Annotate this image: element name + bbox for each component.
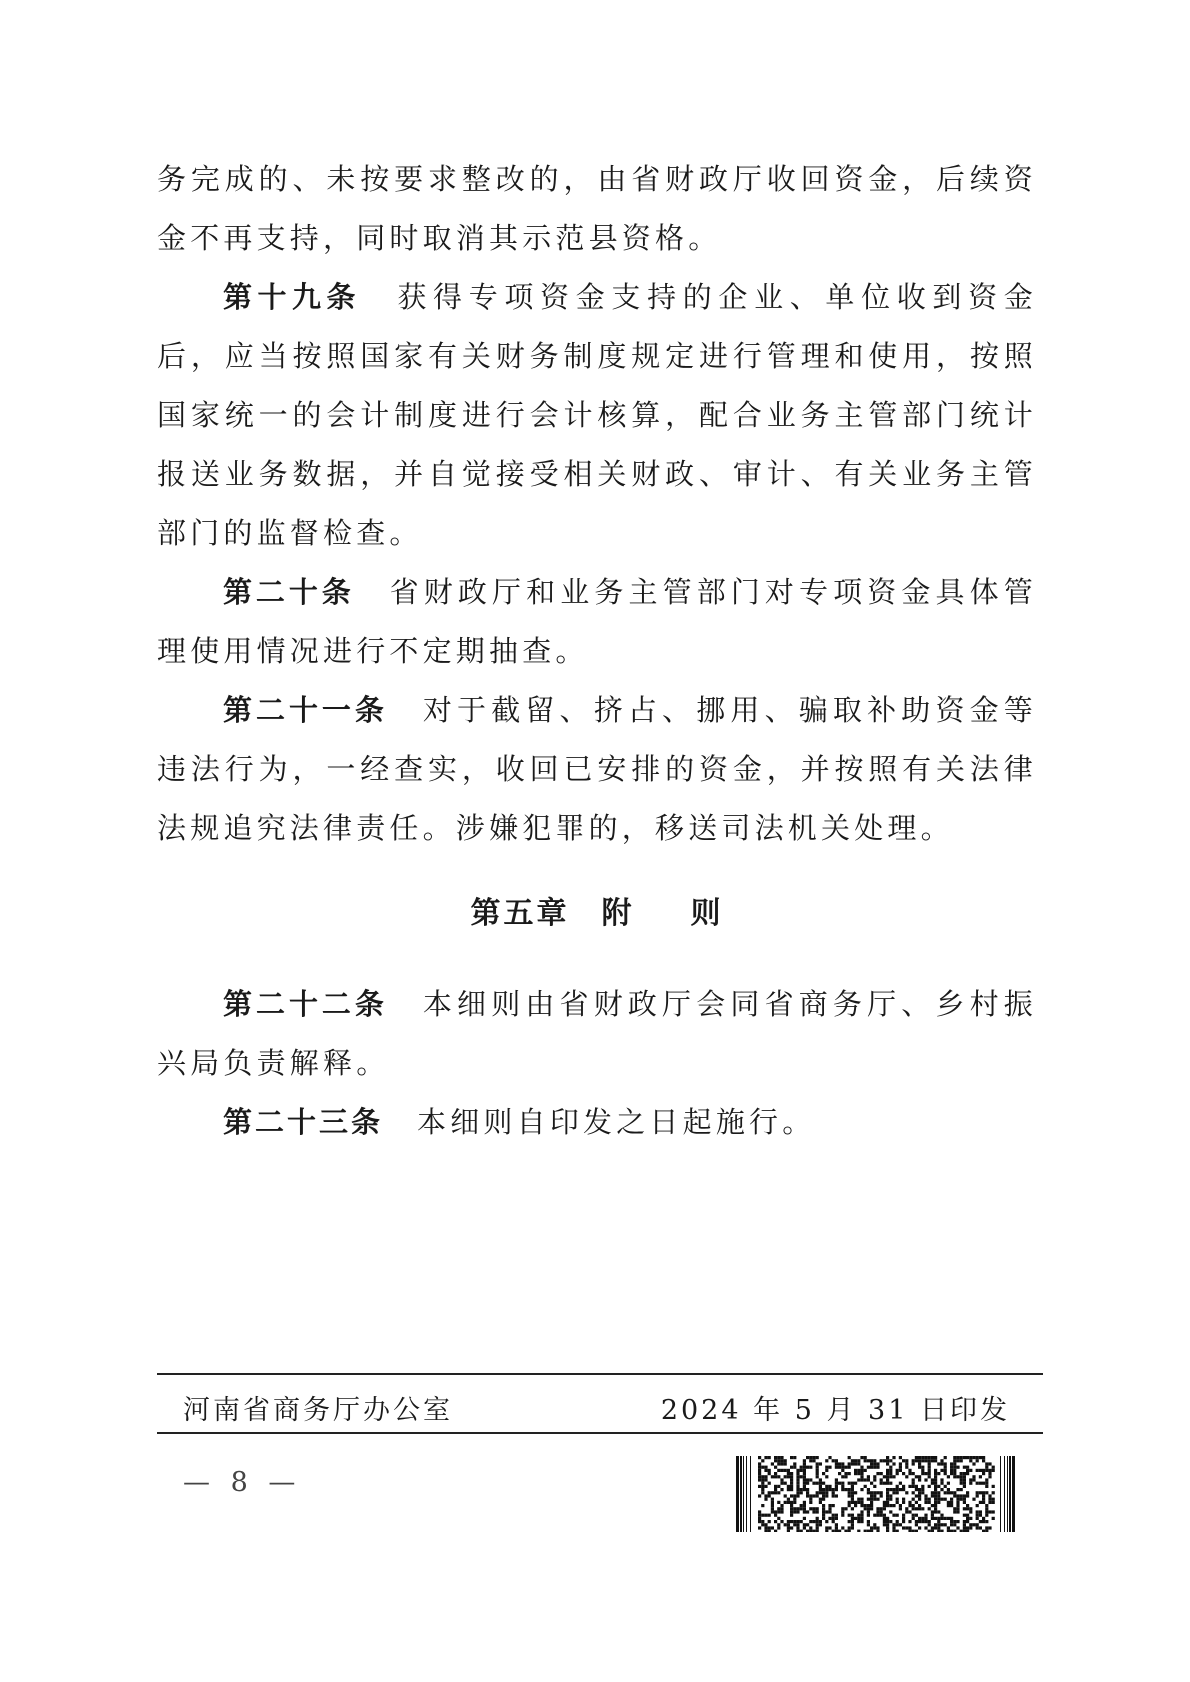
article-title: 第二十条	[223, 575, 355, 609]
article-title: 第二十三条	[223, 1105, 384, 1139]
article-title: 第二十一条	[223, 693, 388, 727]
paragraph-text: 务完成的、未按要求整改的，由省财政厅收回资金，后续资金不再支持，同时取消其示范县资格。	[157, 162, 1037, 255]
issuer-name: 河南省商务厅办公室	[183, 1395, 453, 1426]
article-text: 对于截留、挤占、挪用、骗取补助资金等违法行为，一经查实，收回已安排的资金，并按照有关法律法规追究法律责任。涉嫌犯罪的，移送司法机关处理。	[157, 693, 1037, 845]
barcode-guard-right	[1000, 1456, 1015, 1532]
chapter-heading	[157, 884, 1037, 943]
article-title: 第十九条	[223, 280, 361, 314]
article-text: 本细则自印发之日起施行。	[417, 1105, 816, 1139]
barcode-matrix	[758, 1456, 995, 1532]
article-text: 省财政厅和业务主管部门对专项资金具体管理使用情况进行不定期抽查。	[157, 575, 1037, 668]
article-text: 本细则由省财政厅会同省商务厅、乡村振兴局负责解释。	[157, 987, 1037, 1080]
article-21	[157, 681, 1037, 858]
article-text: 获得专项资金支持的企业、单位收到资金后，应当按照国家有关财务制度规定进行管理和使用，按照国家统一的会计制度进行会计核算，配合业务主管部门统计报送业务数据，并自觉接受相关财政、审计、有关业务主管部门的监督检查。	[157, 280, 1037, 550]
chapter-title-part2: 则	[690, 896, 724, 931]
barcode-guard-left	[736, 1456, 751, 1532]
article-title: 第二十二条	[223, 987, 388, 1021]
article-20	[157, 563, 1037, 681]
footer-bottom-rule	[157, 1432, 1043, 1434]
page-number: — 8 —	[183, 1467, 302, 1498]
issue-date: 2024 年 5 月 31 日印发	[660, 1395, 1010, 1426]
footer-top-rule	[157, 1373, 1043, 1375]
article-22	[157, 975, 1037, 1093]
chapter-title-part1: 附	[601, 896, 635, 931]
article-19	[157, 268, 1037, 563]
paragraph-continuation	[157, 150, 1037, 268]
chapter-label: 第五章	[470, 896, 570, 931]
barcode-icon	[736, 1456, 1020, 1532]
document-body	[157, 150, 1037, 1152]
article-23	[157, 1093, 1037, 1152]
